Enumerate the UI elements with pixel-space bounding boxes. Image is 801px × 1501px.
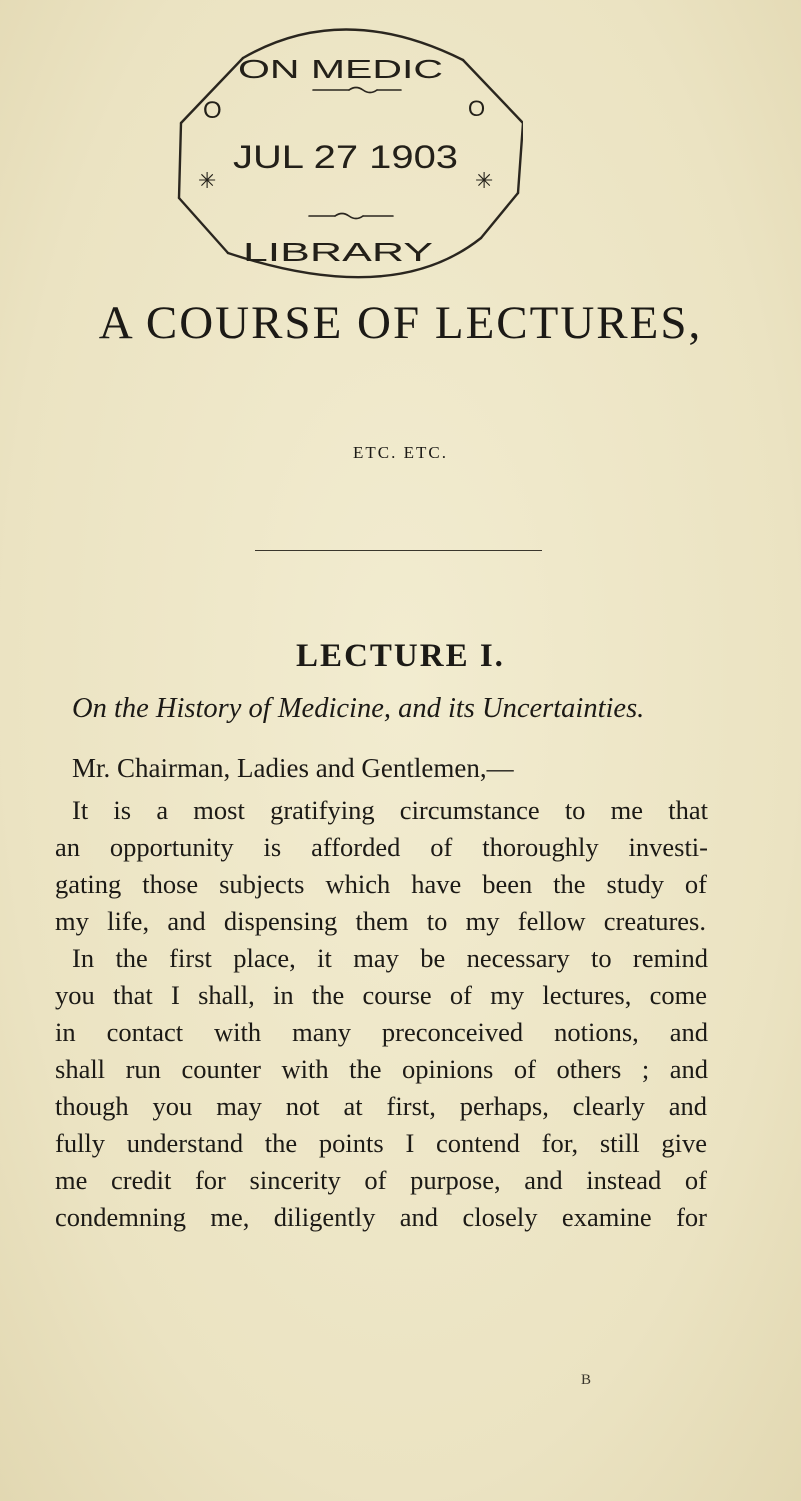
body-line: an opportunity is afforded of thoroughly investi-: [55, 832, 708, 862]
salutation: Mr. Chairman, Ladies and Gentlemen,—: [72, 753, 514, 783]
section-divider: [255, 550, 542, 551]
body-line: fully understand the points I contend for, still give: [55, 1128, 707, 1158]
body-line: you that I shall, in the course of my lectures, come: [55, 980, 707, 1010]
stamp-date: JUL 27 1903: [233, 139, 458, 175]
library-stamp-graphic: [163, 8, 523, 298]
star-icon-left: ✳: [198, 168, 217, 193]
star-icon-right: ✳: [475, 168, 494, 193]
stamp-top-arc: ON MEDIC: [238, 54, 443, 84]
body-line: my life, and dispensing them to my fellow creatures.: [55, 906, 706, 936]
body-line: though you may not at first, perhaps, clearly and: [55, 1091, 707, 1121]
stamp-right-letter: O: [468, 96, 486, 121]
lecture-heading: LECTURE I.: [296, 638, 505, 674]
body-line: in contact with many preconceived notions, and: [55, 1017, 708, 1047]
body-line: shall run counter with the opinions of others ; and: [55, 1054, 708, 1084]
stamp-left-letter: O: [203, 97, 222, 124]
stamp-bottom-arc: LIBRARY: [243, 237, 433, 267]
body-line: gating those subjects which have been the study of: [55, 869, 707, 899]
book-title: A COURSE OF LECTURES,: [98, 297, 703, 349]
body-line: In the first place, it may be necessary to remind: [72, 943, 708, 973]
signature-mark: B: [581, 1372, 592, 1388]
lecture-subtitle: On the History of Medicine, and its Uncertainties.: [72, 693, 645, 724]
library-stamp: [163, 8, 523, 298]
body-line: me credit for sincerity of purpose, and instead of: [55, 1165, 707, 1195]
body-line: It is a most gratifying circumstance to me that: [72, 795, 708, 825]
body-line: condemning me, diligently and closely examine for: [55, 1202, 707, 1232]
etc-caption: ETC. ETC.: [353, 443, 448, 462]
